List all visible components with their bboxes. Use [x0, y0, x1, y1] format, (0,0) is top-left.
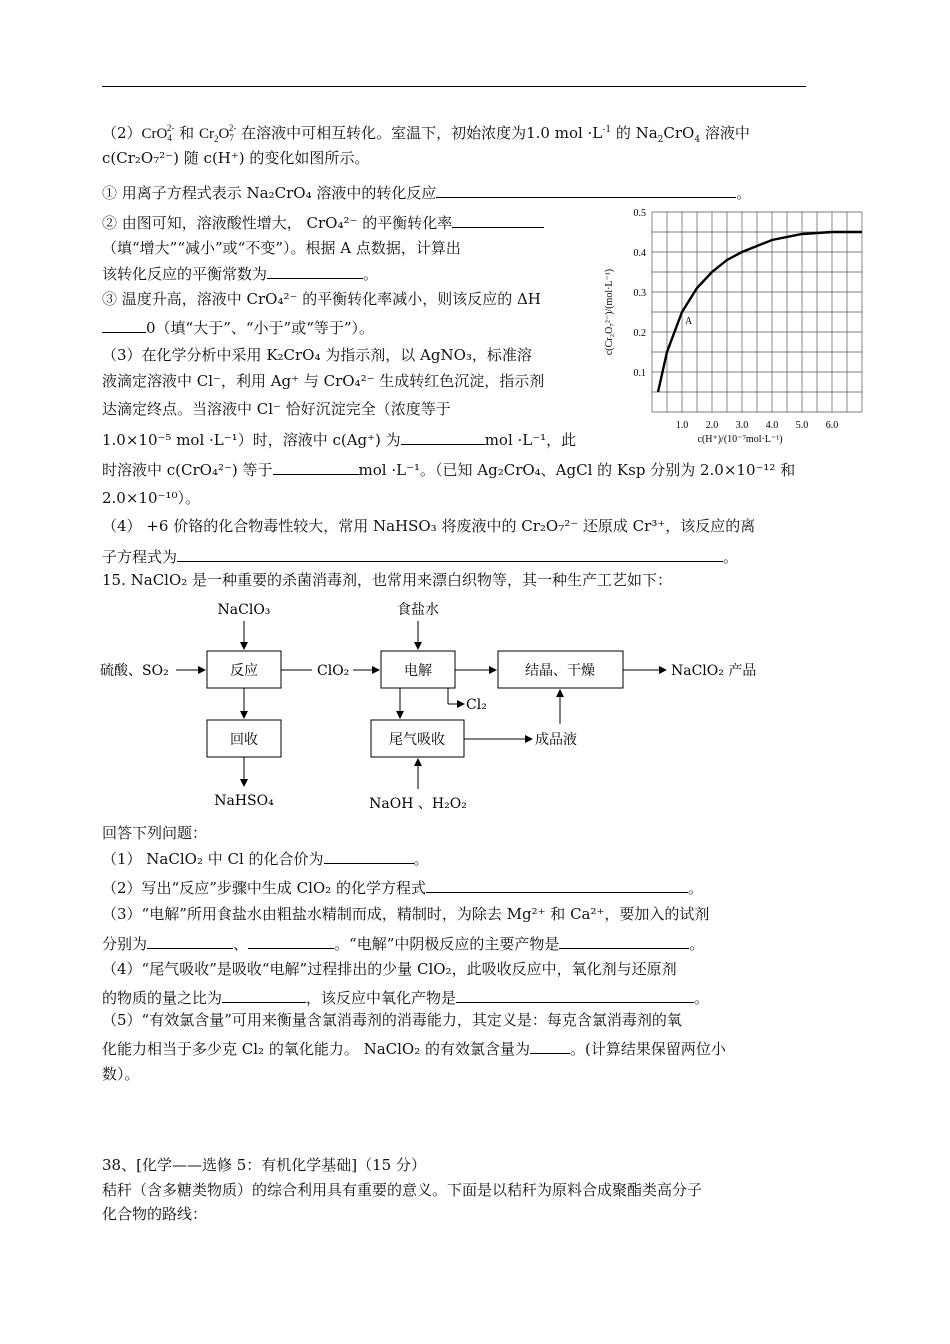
q14-p4a: （4） +6 价铬的化合物毒性较大，常用 NaHSO₃ 将废液中的 Cr₂O₇²⁻ 还原成 Cr³⁺，该反应的离	[102, 517, 756, 535]
q15-title: 15. NaClO₂ 是一种重要的杀菌消毒剂，也常用来漂白织物等，其一种生产工艺如下：	[102, 571, 673, 589]
y-tick-label: 0.2	[633, 328, 646, 339]
answer-blank[interactable]	[436, 181, 736, 198]
chart-y-label: c(Cr₂O₇²⁻)/(mol·L⁻¹)	[604, 268, 615, 356]
output-product: NaClO₂ 产品	[671, 663, 757, 679]
box-crystallize-label: 结晶、干燥	[525, 663, 595, 679]
x-tick-label: 2.0	[705, 420, 719, 431]
output-nahso4: NaHSO₄	[214, 793, 274, 809]
box-recover-label: 回收	[230, 732, 258, 748]
q14-s1: ① 用离子方程式表示 Na₂CrO₄ 溶液中的转化反应 。	[102, 181, 751, 203]
answer-blank[interactable]	[324, 847, 414, 864]
box-electrolysis-label: 电解	[404, 663, 432, 679]
header-rule	[102, 86, 806, 87]
q15-a5a: （5）“有效氯含量”可用来衡量含氯消毒剂的消毒能力，其定义是：每克含氯消毒剂的氧	[102, 1011, 682, 1029]
output-cl2: Cl₂	[466, 697, 487, 713]
answer-blank[interactable]	[530, 1037, 570, 1054]
x-tick-label: 3.0	[735, 420, 749, 431]
box-tail-gas-label: 尾气吸收	[389, 732, 445, 748]
x-tick-label: 1.0	[675, 420, 689, 431]
input-brine: 食盐水	[397, 602, 439, 618]
y-tick-label: 0.3	[633, 288, 646, 299]
q15-a2: （2）写出“反应”步骤中生成 ClO₂ 的化学方程式 。	[102, 876, 703, 898]
box-react-label: 反应	[230, 663, 258, 679]
q14-p3c: 达滴定终点。当溶液中 Cl⁻ 恰好沉淀完全（浓度等于	[102, 400, 451, 418]
process-flow-diagram	[100, 596, 800, 821]
q14-p3b: 液滴定溶液中 Cl⁻，利用 Ag⁺ 与 CrO₄²⁻ 生成转红色沉淀，指示剂	[102, 372, 545, 390]
q15-a1: （1） NaClO₂ 中 Cl 的化合价为 。	[102, 847, 429, 869]
answer-blank[interactable]	[267, 262, 363, 279]
q38-line1: 秸秆（含多糖类物质）的综合利用具有重要的意义。下面是以秸秆为原料合成聚酯类高分子	[102, 1181, 703, 1199]
q14-part2-line2: c(Cr₂O₇²⁻) 随 c(H⁺) 的变化如图所示。	[102, 149, 370, 167]
q14-s3b: 0（填“大于”、“小于”或“等于”）。	[102, 316, 374, 338]
q14-s2b: （填“增大”“减小”或“不变”）。根据 A 点数据，计算出	[102, 239, 461, 257]
q14-p3e: 时溶液中 c(CrO₄²⁻) 等于 mol ·L⁻¹。（已知 Ag₂CrO₄、AgCl 的 Ksp 分别为 2.0×10⁻¹² 和	[102, 458, 795, 480]
answer-blank[interactable]	[456, 986, 694, 1003]
answer-blank[interactable]	[426, 876, 688, 893]
answer-blank[interactable]	[559, 932, 689, 949]
answer-blank[interactable]	[222, 986, 306, 1003]
q14-p3a: （3）在化学分析中采用 K₂CrO₄ 为指示剂，以 AgNO₃，标准溶	[102, 346, 532, 364]
answer-blank[interactable]	[401, 428, 485, 445]
q14-p3d: 1.0×10⁻⁵ mol ·L⁻¹）时，溶液中 c(Ag⁺) 为 mol ·L⁻¹，此	[102, 428, 576, 450]
y-tick-label: 0.1	[633, 368, 646, 379]
chart-grid	[652, 212, 862, 412]
answer-blank[interactable]	[452, 211, 544, 228]
q15-a4a: （4）“尾气吸收”是吸收“电解”过程排出的少量 ClO₂，此吸收反应中，氧化剂与还原剂	[102, 960, 677, 978]
answer-blank[interactable]	[102, 316, 146, 333]
y-tick-label: 0.5	[633, 208, 646, 219]
finished-liquid: 成品液	[535, 732, 577, 748]
q14-s2c: 该转化反应的平衡常数为 。	[102, 262, 378, 284]
intermediate-clo2: ClO₂	[317, 663, 350, 679]
input-acid: 硫酸、SO₂	[100, 663, 169, 679]
q15-a5b: 化能力相当于多少克 Cl₂ 的氧化能力。 NaClO₂ 的有效氯含量为 。(计算结果保留两位小	[102, 1037, 726, 1059]
answer-blank[interactable]	[273, 458, 359, 475]
q15-a3a: （3）“电解”所用食盐水由粗盐水精制而成，精制时，为除去 Mg²⁺ 和 Ca²⁺，要加入的试剂	[102, 905, 710, 923]
input-naoh-h2o2: NaOH 、H₂O₂	[369, 796, 467, 812]
x-tick-label: 6.0	[825, 420, 839, 431]
y-tick-label: 0.4	[633, 248, 646, 259]
concentration-chart	[600, 202, 870, 452]
q14-s2a: ② 由图可知，溶液酸性增大， CrO₄²⁻ 的平衡转化率	[102, 211, 544, 233]
chart-x-label: c(H⁺)/(10⁻⁷mol·L⁻¹)	[697, 434, 783, 445]
x-tick-label: 4.0	[765, 420, 779, 431]
input-naclo3: NaClO₃	[217, 602, 271, 618]
q15-a4b: 的物质的量之比为 ，该反应中氧化产物是 。	[102, 986, 709, 1008]
q38-title: 38、[化学——选修 5：有机化学基础]（15 分）	[102, 1156, 426, 1174]
x-tick-label: 5.0	[795, 420, 809, 431]
answer-blank[interactable]	[147, 932, 233, 949]
q15-a3b: 分别为 、 。“电解”中阴极反应的主要产物是 。	[102, 932, 704, 954]
chart-annotation-A: A	[685, 316, 693, 327]
answer-blank[interactable]	[177, 545, 723, 562]
q14-p3f: 2.0×10⁻¹⁰）。	[102, 489, 200, 507]
answer-blank[interactable]	[248, 932, 334, 949]
q14-s3a: ③ 温度升高，溶液中 CrO₄²⁻ 的平衡转化率减小，则该反应的 ΔH	[102, 290, 541, 308]
q14-part2-line1: （2）CrO$_4^{2-}$ 和 $Cr_2O_7^{2-}$ 在溶液中可相互转化。室温下，初始浓度为1.0 mol $\cdot L^{-1}$ 的 $Na_2CrO_4$ 溶液中	[102, 123, 750, 145]
q14-p4b: 子方程式为 。	[102, 545, 738, 567]
q38-line2: 化合物的路线：	[102, 1205, 208, 1223]
q15-intro: 回答下列问题：	[102, 824, 208, 842]
q15-a5c: 数）。	[102, 1065, 140, 1083]
